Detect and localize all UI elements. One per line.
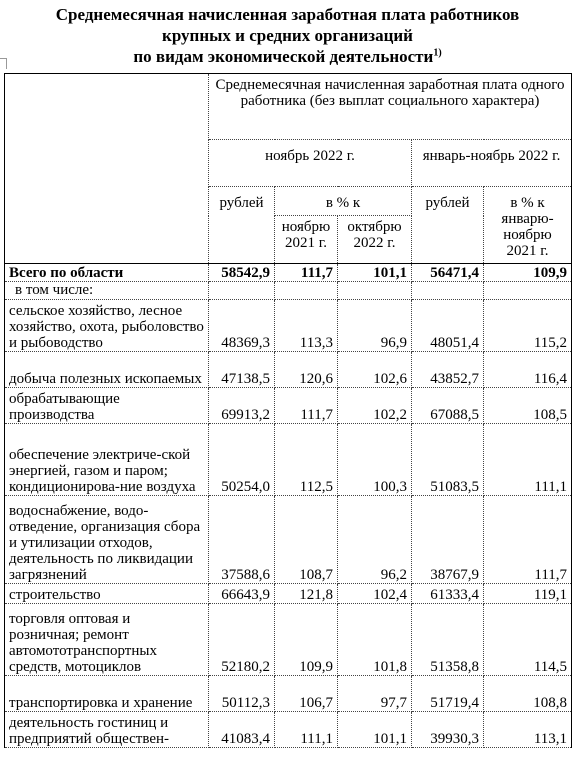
cell-pct-oct2022: 97,7 bbox=[338, 676, 412, 712]
table-row bbox=[5, 352, 572, 388]
cell-pct-oct2022: 102,6 bbox=[338, 352, 412, 388]
row-label: транспортировка и хранение bbox=[5, 676, 209, 712]
cell-rubles-jan-nov bbox=[412, 282, 484, 300]
cell-rubles-jan-nov: 67088,5 bbox=[412, 388, 484, 424]
title-line-3 bbox=[0, 46, 575, 67]
table-row bbox=[5, 300, 572, 352]
cell-rubles-jan-nov: 51358,8 bbox=[412, 604, 484, 676]
header-rubles-2: рублей bbox=[412, 187, 484, 264]
cell-rubles-jan-nov: 56471,4 bbox=[412, 264, 484, 282]
header-oct2022: октябрю 2022 г. bbox=[338, 216, 412, 264]
cell-pct-jan-nov2021: 114,5 bbox=[484, 604, 572, 676]
cell-rubles-nov: 58542,9 bbox=[209, 264, 275, 282]
row-label: деятельность гостиниц и предприятий обществен- bbox=[5, 712, 209, 748]
salary-table bbox=[4, 73, 572, 748]
header-activity bbox=[5, 74, 209, 264]
row-label: Всего по области bbox=[5, 264, 209, 282]
header-pct-2: в % к январю-ноябрю 2021 г. bbox=[484, 187, 572, 264]
cell-rubles-nov: 47138,5 bbox=[209, 352, 275, 388]
header-main: Среднемесячная начисленная заработная плата одного работника (без выплат социального характера) bbox=[209, 74, 572, 140]
header-period-nov2022: ноябрь 2022 г. bbox=[209, 140, 412, 187]
cell-pct-oct2022: 102,4 bbox=[338, 584, 412, 604]
title-line-2: крупных и средних организаций bbox=[162, 26, 413, 45]
header-pct-1: в % к bbox=[275, 187, 412, 216]
table-row bbox=[5, 712, 572, 748]
cell-rubles-jan-nov: 51083,5 bbox=[412, 424, 484, 496]
cell-pct-nov2021: 106,7 bbox=[275, 676, 338, 712]
cell-pct-jan-nov2021: 113,1 bbox=[484, 712, 572, 748]
cell-pct-oct2022: 102,2 bbox=[338, 388, 412, 424]
row-label: водоснабжение, водо-отведение, организация сбора и утилизации отходов, деятельность по ликвидации загрязнений bbox=[5, 496, 209, 584]
table-header bbox=[5, 74, 572, 264]
cell-rubles-nov: 48369,3 bbox=[209, 300, 275, 352]
table-row bbox=[5, 282, 572, 300]
table-row bbox=[5, 604, 572, 676]
cell-pct-jan-nov2021: 108,5 bbox=[484, 388, 572, 424]
cell-rubles-nov: 69913,2 bbox=[209, 388, 275, 424]
row-label: в том числе: bbox=[5, 282, 209, 300]
cell-pct-oct2022: 96,9 bbox=[338, 300, 412, 352]
cell-rubles-nov: 50254,0 bbox=[209, 424, 275, 496]
cell-rubles-jan-nov: 51719,4 bbox=[412, 676, 484, 712]
cell-rubles-nov: 52180,2 bbox=[209, 604, 275, 676]
cell-pct-nov2021: 120,6 bbox=[275, 352, 338, 388]
table-body bbox=[5, 264, 572, 748]
header-rubles-1: рублей bbox=[209, 187, 275, 264]
row-label: сельское хозяйство, лесное хозяйство, охота, рыболовство и рыбоводство bbox=[5, 300, 209, 352]
cell-pct-jan-nov2021: 109,9 bbox=[484, 264, 572, 282]
row-label: торговля оптовая и розничная; ремонт автомототранспортных средств, мотоциклов bbox=[5, 604, 209, 676]
cell-rubles-jan-nov: 38767,9 bbox=[412, 496, 484, 584]
cell-rubles-jan-nov: 39930,3 bbox=[412, 712, 484, 748]
cell-pct-nov2021: 112,5 bbox=[275, 424, 338, 496]
cell-pct-nov2021: 108,7 bbox=[275, 496, 338, 584]
cell-rubles-nov bbox=[209, 282, 275, 300]
table-row bbox=[5, 388, 572, 424]
table-corner-mark bbox=[0, 58, 7, 69]
table-row bbox=[5, 424, 572, 496]
cell-pct-nov2021: 113,3 bbox=[275, 300, 338, 352]
cell-pct-oct2022: 100,3 bbox=[338, 424, 412, 496]
cell-rubles-jan-nov: 43852,7 bbox=[412, 352, 484, 388]
table-row bbox=[5, 264, 572, 282]
cell-pct-jan-nov2021: 115,2 bbox=[484, 300, 572, 352]
cell-rubles-jan-nov: 61333,4 bbox=[412, 584, 484, 604]
cell-pct-oct2022: 96,2 bbox=[338, 496, 412, 584]
cell-rubles-nov: 37588,6 bbox=[209, 496, 275, 584]
row-label: добыча полезных ископаемых bbox=[5, 352, 209, 388]
table-row bbox=[5, 676, 572, 712]
cell-pct-nov2021: 121,8 bbox=[275, 584, 338, 604]
cell-pct-jan-nov2021 bbox=[484, 282, 572, 300]
cell-pct-oct2022: 101,8 bbox=[338, 604, 412, 676]
row-label: обрабатывающие производства bbox=[5, 388, 209, 424]
cell-pct-oct2022: 101,1 bbox=[338, 264, 412, 282]
cell-pct-jan-nov2021: 116,4 bbox=[484, 352, 572, 388]
cell-pct-jan-nov2021: 108,8 bbox=[484, 676, 572, 712]
cell-pct-jan-nov2021: 119,1 bbox=[484, 584, 572, 604]
cell-pct-nov2021 bbox=[275, 282, 338, 300]
page-title bbox=[0, 4, 575, 67]
cell-rubles-nov: 41083,4 bbox=[209, 712, 275, 748]
cell-pct-oct2022 bbox=[338, 282, 412, 300]
title-line-3-text: по видам экономической деятельности bbox=[133, 47, 434, 66]
row-label: обеспечение электриче-ской энергией, газом и паром; кондиционирова-ние воздуха bbox=[5, 424, 209, 496]
cell-pct-nov2021: 111,7 bbox=[275, 388, 338, 424]
table-row bbox=[5, 496, 572, 584]
cell-rubles-nov: 66643,9 bbox=[209, 584, 275, 604]
title-line-1: Среднемесячная начисленная заработная плата работников bbox=[55, 5, 520, 24]
cell-pct-nov2021: 109,9 bbox=[275, 604, 338, 676]
cell-pct-nov2021: 111,1 bbox=[275, 712, 338, 748]
cell-pct-jan-nov2021: 111,7 bbox=[484, 496, 572, 584]
row-label: строительство bbox=[5, 584, 209, 604]
header-period-jan-nov2022: январь-ноябрь 2022 г. bbox=[412, 140, 572, 187]
table-row bbox=[5, 584, 572, 604]
cell-pct-jan-nov2021: 111,1 bbox=[484, 424, 572, 496]
footnote-mark: 1) bbox=[433, 47, 442, 59]
cell-rubles-jan-nov: 48051,4 bbox=[412, 300, 484, 352]
cell-pct-nov2021: 111,7 bbox=[275, 264, 338, 282]
cell-rubles-nov: 50112,3 bbox=[209, 676, 275, 712]
cell-pct-oct2022: 101,1 bbox=[338, 712, 412, 748]
header-nov2021: ноябрю 2021 г. bbox=[275, 216, 338, 264]
